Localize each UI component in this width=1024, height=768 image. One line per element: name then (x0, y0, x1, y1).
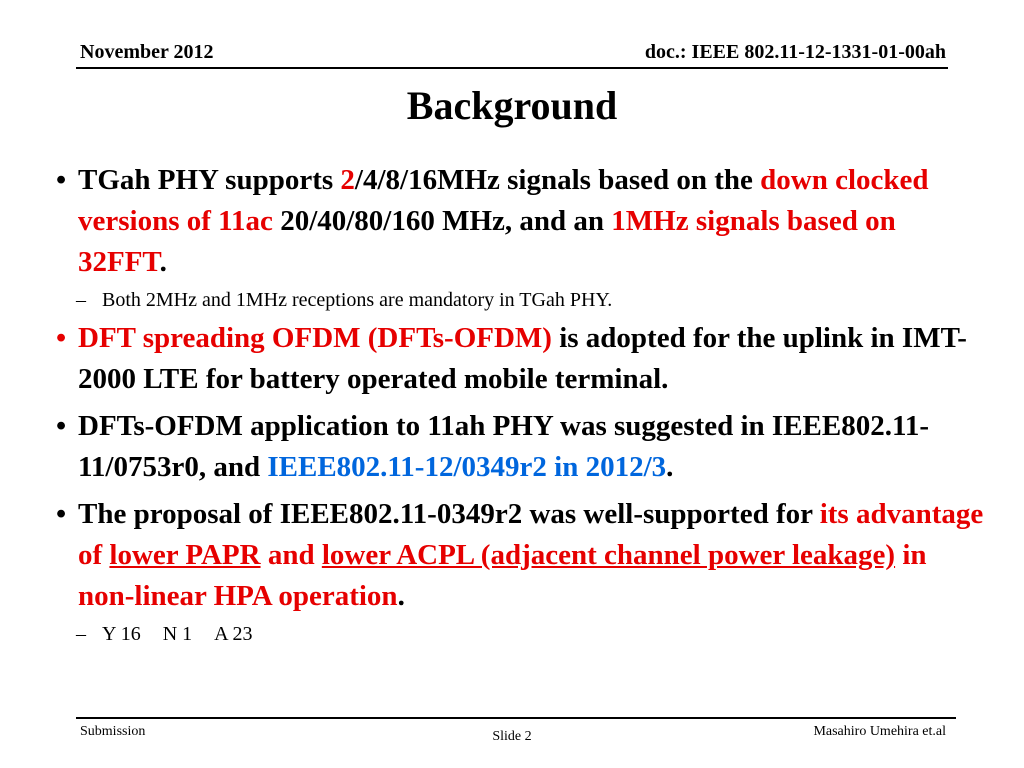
bullet-1 (56, 160, 986, 283)
header-divider (76, 67, 948, 69)
footer-divider (76, 717, 956, 719)
bullet-text: . (666, 451, 674, 483)
bullet-emphasis: in non-linear HPA operation (78, 539, 927, 612)
vote-no: N 1 (162, 623, 193, 645)
bullet-text: The proposal of IEEE802.11-0349r2 was well-supported for (78, 498, 820, 530)
sub-bullet-dash: – (76, 623, 86, 645)
bullet-dot: • (56, 322, 67, 354)
bullet-text: TGah PHY supports (78, 164, 341, 196)
bullet-text: /4/8/16MHz signals based on the (354, 164, 761, 196)
bullet-2 (56, 318, 986, 400)
sub-bullet-text: Both 2MHz and 1MHz receptions are mandatory in TGah PHY. (102, 289, 613, 311)
sub-bullet-1 (56, 286, 986, 314)
bullet-4 (56, 494, 986, 617)
bullet-emphasis: and (260, 539, 322, 571)
vote-results (56, 620, 986, 648)
slide-title: Background (406, 83, 618, 128)
header-date: November 2012 (80, 41, 214, 63)
bullet-text: 20/40/80/160 MHz, and an (272, 205, 612, 237)
sub-bullet-dash: – (76, 289, 86, 311)
vote-abstain: A 23 (214, 623, 253, 645)
document-link[interactable]: IEEE802.11-12/0349r2 in 2012/3 (267, 451, 667, 483)
header-doc-id: doc.: IEEE 802.11-12-1331-01-00ah (644, 41, 946, 63)
bullet-emphasis-underlined: lower ACPL (adjacent channel power leakage) (321, 539, 896, 571)
bullet-emphasis-underlined: lower PAPR (109, 539, 261, 571)
bullet-text: . (397, 580, 405, 612)
bullet-dot: • (56, 498, 67, 530)
bullet-emphasis: 2 (340, 164, 355, 196)
bullet-3 (56, 406, 986, 488)
footer-author: Masahiro Umehira et.al (813, 724, 946, 739)
bullet-dot: • (56, 410, 67, 442)
slide-body (56, 160, 986, 652)
footer-submission: Submission (80, 724, 146, 739)
bullet-dot: • (56, 164, 67, 196)
bullet-text: is adopted for the uplink in IMT-2000 LTE for battery operated mobile terminal. (78, 322, 967, 395)
bullet-emphasis: down clocked versions of 11ac (78, 164, 929, 237)
bullet-emphasis: its advantage of (78, 498, 984, 571)
bullet-text: DFTs-OFDM application to 11ah PHY was suggested in IEEE802.11-11/0753r0, and (78, 410, 930, 483)
bullet-text: . (159, 246, 167, 278)
bullet-emphasis: 1MHz signals based on 32FFT (78, 205, 896, 278)
bullet-emphasis: DFT spreading OFDM (DFTs-OFDM) (78, 322, 552, 354)
slide-number: Slide 2 (492, 729, 532, 744)
vote-yes: Y 16 (102, 623, 141, 645)
